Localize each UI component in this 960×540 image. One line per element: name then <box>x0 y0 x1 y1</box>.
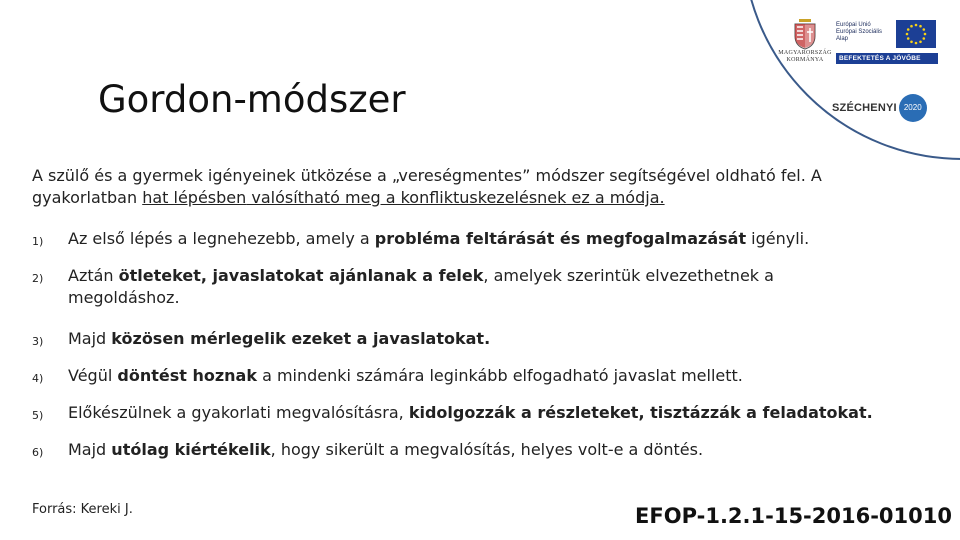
eu-flag-icon <box>896 20 936 48</box>
step-bold-text: közösen mérlegelik ezeket a javaslatokat. <box>111 329 491 348</box>
eu-line-1: Európai Unió <box>836 22 871 28</box>
step-number: 6) <box>32 446 44 459</box>
source-citation: Forrás: Kereki J. <box>32 502 133 517</box>
project-code: EFOP-1.2.1-15-2016-01010 <box>635 504 952 528</box>
intro-paragraph <box>32 165 932 209</box>
step-number: 5) <box>32 409 44 422</box>
step-number: 4) <box>32 372 44 385</box>
step-text: Végül <box>68 366 118 385</box>
step-text: igényli. <box>746 229 810 248</box>
coat-of-arms-icon <box>790 16 820 50</box>
szechenyi-year-badge: 2020 <box>899 94 927 122</box>
list-item <box>32 328 928 353</box>
list-item <box>32 228 928 253</box>
step-number: 2) <box>32 272 44 285</box>
eu-line-2: Európai Szociális <box>836 29 883 35</box>
slide-title: Gordon-módszer <box>98 78 406 121</box>
eu-line-3: Alap <box>836 36 849 42</box>
intro-part-2: hat lépésben <box>142 188 247 207</box>
step-number: 1) <box>32 235 44 248</box>
step-bold-text: kidolgozzák a részleteket, tisztázzák a feladatokat. <box>408 403 873 422</box>
step-text: a mindenki számára leginkább elfogadható javaslat mellett. <box>256 366 743 385</box>
intro-part-1: A szülő és a gyermek igényeinek ütközése a „vereségmentes” módszer segítségével oldható fel. A gyakorlatban <box>32 166 822 207</box>
hungarian-government-logo <box>778 16 832 64</box>
step-bold-text: ötleteket, javaslatokat ajánlanak a felek <box>118 266 484 285</box>
intro-part-3: valósítható meg a konfliktuskezelésnek ez a módja. <box>246 188 665 207</box>
step-bold-text: utólag kiértékelik <box>111 440 271 459</box>
list-item <box>32 402 948 427</box>
eu-banner: BEFEKTETÉS A JÖVŐBE <box>836 53 938 64</box>
szechenyi-logo <box>832 94 927 122</box>
step-text: , hogy sikerült a megvalósítás, helyes volt-e a döntés. <box>270 440 704 459</box>
list-item <box>32 439 928 464</box>
coat-caption-2: KORMÁNYA <box>786 57 824 63</box>
szechenyi-label: SZÉCHENYI <box>832 102 897 114</box>
step-text: Előkészülnek a gyakorlati megvalósításra, <box>68 403 409 422</box>
eu-logo <box>836 20 938 64</box>
step-number: 3) <box>32 335 44 348</box>
step-text: Aztán <box>68 266 119 285</box>
step-bold-text: probléma feltárását és megfogalmazását <box>374 229 747 248</box>
list-item <box>32 365 928 390</box>
step-text: Majd <box>68 329 112 348</box>
step-text: Majd <box>68 440 112 459</box>
step-text: Az első lépés a legnehezebb, amely a <box>68 229 375 248</box>
step-text: , amelyek szerintük elvezethetnek a megoldáshoz. <box>68 266 774 307</box>
list-item <box>32 265 858 309</box>
step-bold-text: döntést hoznak <box>117 366 257 385</box>
coat-caption-1: MAGYARORSZÁG <box>778 50 832 56</box>
